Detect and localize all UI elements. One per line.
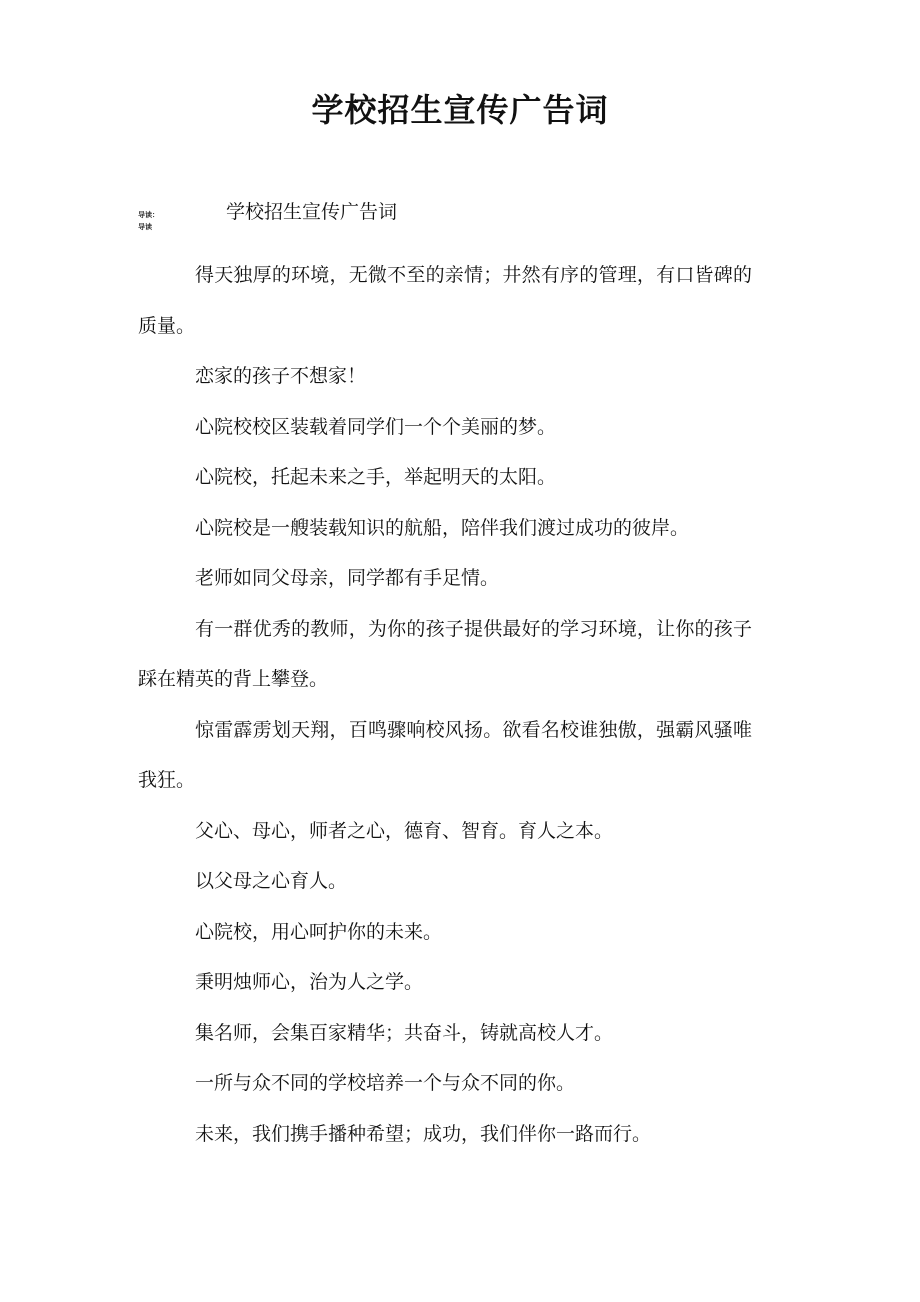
paragraph: 得天独厚的环境，无微不至的亲情；井然有序的管理，有口皆碑的质量。 (138, 264, 752, 337)
paragraph: 有一群优秀的教师，为你的孩子提供最好的学习环境，让你的孩子踩在精英的背上攀登。 (138, 617, 752, 690)
paragraph: 心院校校区装载着同学们一个个美丽的梦。 (195, 415, 557, 438)
paragraph: 老师如同父母亲，同学都有手足情。 (195, 567, 500, 589)
paragraph: 父心、母心，师者之心，德育、智育。育人之本。 (195, 819, 614, 842)
paragraph: 心院校，用心呵护你的未来。 (195, 920, 443, 943)
document-body (138, 250, 752, 1159)
lead-label-line-2: 导读 (138, 223, 152, 231)
paragraph: 心院校，托起未来之手，举起明天的太阳。 (195, 466, 557, 488)
paragraph: 心院校是一艘装载知识的航船，陪伴我们渡过成功的彼岸。 (195, 516, 690, 539)
lead-label (138, 209, 159, 233)
lead-label-line-1: 导读： (138, 211, 159, 219)
paragraph: 恋家的孩子不想家！ (195, 365, 367, 387)
paragraph: 惊雷霹雳划天翔，百鸣骤响校风扬。欲看名校谁独傲，强霸风骚唯我狂。 (138, 718, 752, 791)
paragraph: 未来，我们携手播种希望；成功，我们伴你一路而行。 (195, 1122, 652, 1145)
paragraph: 集名师，会集百家精华；共奋斗，铸就高校人才。 (195, 1021, 614, 1044)
paragraph: 以父母之心育人。 (195, 870, 348, 892)
document-subtitle: 学校招生宣传广告词 (226, 201, 398, 223)
paragraph: 一所与众不同的学校培养一个与众不同的你。 (195, 1072, 576, 1094)
document-title: 学校招生宣传广告词 (311, 91, 609, 129)
paragraph: 秉明烛师心，治为人之学。 (195, 971, 424, 993)
